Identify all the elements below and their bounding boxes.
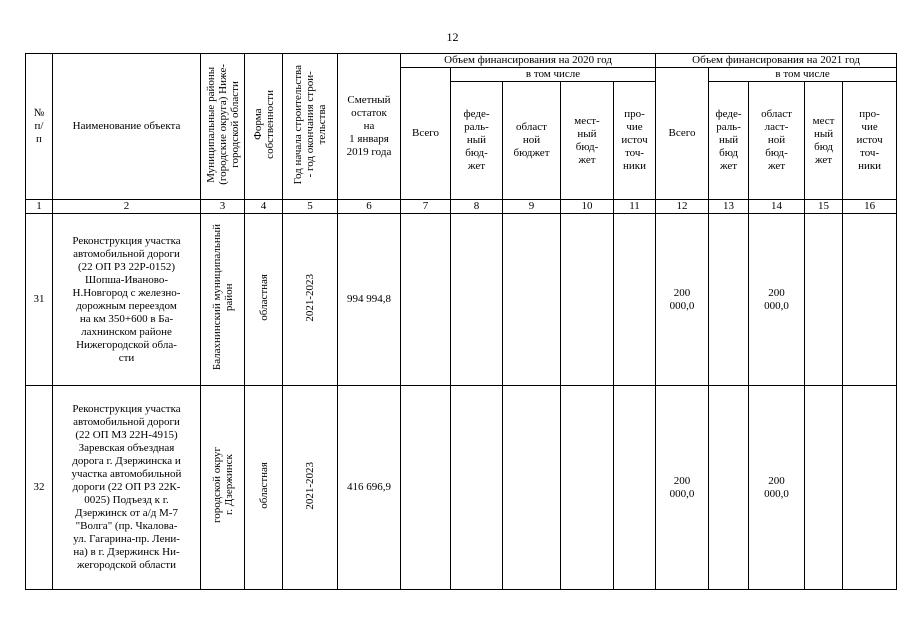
- column-number-row: [26, 200, 897, 214]
- column-number: 14: [749, 200, 805, 214]
- header-regional-2020: област ной бюджет: [503, 82, 561, 200]
- header-other-2021: про- чие источ точ- ники: [843, 82, 897, 200]
- empty-cell: [805, 214, 843, 386]
- column-number: 7: [401, 200, 451, 214]
- header-other-2020: про- чие источ точ- ники: [614, 82, 656, 200]
- empty-cell: [401, 386, 451, 590]
- empty-cell: [614, 386, 656, 590]
- years-text: 2021-2023: [304, 273, 316, 322]
- district-cell: [201, 214, 245, 386]
- empty-cell: [614, 214, 656, 386]
- empty-cell: [561, 214, 614, 386]
- header-years-text: Год начала строительства - год окончания строи- тельства: [292, 64, 328, 185]
- header-regional-2021: област ласт- ной бюд- жет: [749, 82, 805, 200]
- years-text: 2021-2023: [304, 461, 316, 510]
- empty-cell: [561, 386, 614, 590]
- empty-cell: [503, 214, 561, 386]
- empty-cell: [451, 214, 503, 386]
- district-text: Балахнинский муниципальный район: [210, 224, 235, 371]
- column-number: 11: [614, 200, 656, 214]
- column-number: 1: [26, 200, 53, 214]
- header-ownership-text: Форма собственности: [251, 90, 276, 159]
- column-number: 15: [805, 200, 843, 214]
- empty-cell: [503, 386, 561, 590]
- column-number: 5: [283, 200, 338, 214]
- column-number: 3: [201, 200, 245, 214]
- header-local-2021: мест ный бюд жет: [805, 82, 843, 200]
- page-number: 12: [446, 30, 459, 44]
- row-no: 31: [26, 214, 53, 386]
- header-years: [283, 54, 338, 200]
- empty-cell: [401, 214, 451, 386]
- empty-cell: [451, 386, 503, 590]
- table-row: [26, 386, 897, 590]
- header-local-2020: мест- ный бюд- жет: [561, 82, 614, 200]
- district-cell: [201, 386, 245, 590]
- financing-table: [25, 53, 897, 590]
- header-name: Наименование объекта: [53, 54, 201, 200]
- header-district: [201, 54, 245, 200]
- table-row: [26, 214, 897, 386]
- empty-cell: [843, 386, 897, 590]
- empty-cell: [805, 386, 843, 590]
- header-fin-2021: Объем финансирования на 2021 год: [656, 54, 897, 68]
- column-number: 4: [245, 200, 283, 214]
- regional-2021-cell: 200 000,0: [749, 386, 805, 590]
- ownership-text: областная: [257, 462, 270, 509]
- object-name: Реконструкция участка автомобильной дороги (22 ОП МЗ 22Н-4915) Заревская объездная дорога г. Дзержинска и участка автомобильной дороги (22 ОП РЗ 22К- 0025) Подъезд к г. Дзержинск от а/д М-7 "Волга" (пр. Чкалова- ул. Гагарина-пр. Лени- на) в г. Дзержинск Ни- жегородской области: [53, 386, 201, 590]
- regional-2021-cell: 200 000,0: [749, 214, 805, 386]
- column-number: 16: [843, 200, 897, 214]
- column-number: 9: [503, 200, 561, 214]
- years-cell: [283, 214, 338, 386]
- column-number: 13: [709, 200, 749, 214]
- header-federal-2020: феде- раль- ный бюд- жет: [451, 82, 503, 200]
- ownership-cell: [245, 386, 283, 590]
- district-text: городской округ г. Дзержинск: [210, 447, 235, 524]
- header-including-2020: в том числе: [451, 68, 656, 82]
- header-fin-2020: Объем финансирования на 2020 год: [401, 54, 656, 68]
- total-2021-cell: 200 000,0: [656, 214, 709, 386]
- header-district-text: Муниципальные районы (городские округа) Ниже- городской области: [204, 64, 241, 185]
- header-total-2020: Всего: [401, 68, 451, 200]
- row-no: 32: [26, 386, 53, 590]
- ownership-text: областная: [257, 274, 270, 321]
- header-no: № п/ п: [26, 54, 53, 200]
- empty-cell: [709, 386, 749, 590]
- column-number: 12: [656, 200, 709, 214]
- object-name: Реконструкция участка автомобильной дороги (22 ОП РЗ 22Р-0152) Шопша-Иваново- Н.Новгород с железно- дорожным переездом на км 350+600 в Ба- лахнинском районе Нижегородской обла- сти: [53, 214, 201, 386]
- estimate-cell: 994 994,8: [338, 214, 401, 386]
- empty-cell: [709, 214, 749, 386]
- column-number: 6: [338, 200, 401, 214]
- header-total-2021: Всего: [656, 68, 709, 200]
- column-number: 2: [53, 200, 201, 214]
- total-2021-cell: 200 000,0: [656, 386, 709, 590]
- header-estimate: Сметный остаток на 1 января 2019 года: [338, 54, 401, 200]
- ownership-cell: [245, 214, 283, 386]
- estimate-cell: 416 696,9: [338, 386, 401, 590]
- empty-cell: [843, 214, 897, 386]
- column-number: 10: [561, 200, 614, 214]
- header-including-2021: в том числе: [709, 68, 897, 82]
- header-federal-2021: феде- раль- ный бюд жет: [709, 82, 749, 200]
- header-ownership: [245, 54, 283, 200]
- column-number: 8: [451, 200, 503, 214]
- years-cell: [283, 386, 338, 590]
